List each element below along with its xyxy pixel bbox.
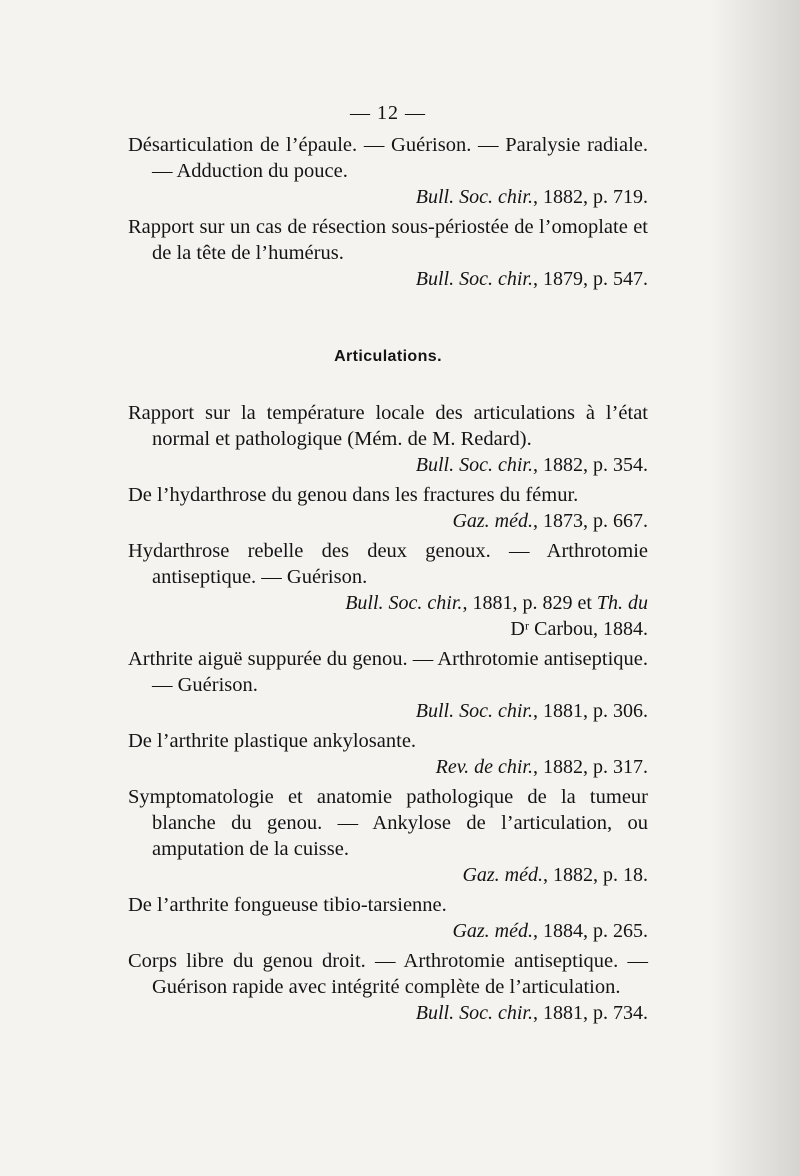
bibliography-entry xyxy=(128,646,648,724)
entry-citation xyxy=(128,590,648,616)
citation-source: Bull. Soc. chir. xyxy=(415,186,533,208)
citation-ref: , 1882, p. 317. xyxy=(533,756,648,778)
citation-source: Bull. Soc. chir. xyxy=(415,1002,533,1024)
entry-citation xyxy=(128,698,648,724)
bibliography-entry xyxy=(128,728,648,780)
bibliography-entry xyxy=(128,538,648,642)
bibliography-entry xyxy=(128,482,648,534)
entry-text: Arthrite aiguë suppurée du genou. — Arthrotomie antiseptique. — Guérison. xyxy=(128,648,648,696)
bibliography-entry xyxy=(128,400,648,478)
bibliography-entry xyxy=(128,784,648,888)
bibliography-entry xyxy=(128,132,648,210)
citation-source: Gaz. méd. xyxy=(462,864,543,886)
document-page xyxy=(128,96,648,1026)
entry-citation xyxy=(128,1000,648,1026)
citation-source: Bull. Soc. chir. xyxy=(415,268,533,290)
entry-text: Rapport sur la température locale des articulations à l’état normal et pathologique (Mém. de M. Redard). xyxy=(128,402,648,450)
citation-ref: , 1882, p. 18. xyxy=(543,864,648,886)
citation-ref: , 1881, p. 734. xyxy=(533,1002,648,1024)
citation-ref: , 1882, p. 719. xyxy=(533,186,648,208)
entry-citation xyxy=(128,184,648,210)
citation-source-secondary: Th. du xyxy=(596,592,648,614)
entry-citation-continued xyxy=(128,616,648,642)
citation-source: Bull. Soc. chir. xyxy=(415,700,533,722)
citation-ref: , 1882, p. 354. xyxy=(533,454,648,476)
citation-source: Gaz. méd. xyxy=(452,920,533,942)
citation-ref: , 1884, p. 265. xyxy=(533,920,648,942)
page-edge-shadow xyxy=(710,0,800,1176)
citation-ref: , 1873, p. 667. xyxy=(533,510,648,532)
entry-citation xyxy=(128,508,648,534)
entry-text: De l’arthrite plastique ankylosante. xyxy=(128,730,417,752)
entry-text: Désarticulation de l’épaule. — Guérison. — Paralysie radiale. — Adduction du pouce. xyxy=(128,134,648,182)
citation-source: Rev. de chir. xyxy=(435,756,533,778)
citation-ref: , 1881, p. 829 et xyxy=(462,592,597,614)
entry-citation xyxy=(128,918,648,944)
bibliography-entry xyxy=(128,214,648,292)
citation-ref: , 1881, p. 306. xyxy=(533,700,648,722)
entry-text: Rapport sur un cas de résection sous-périostée de l’omoplate et de la tête de l’humérus. xyxy=(128,216,648,264)
page-number: — 12 — xyxy=(350,102,426,124)
entry-text: De l’arthrite fongueuse tibio-tarsienne. xyxy=(128,894,447,916)
entry-text: Symptomatologie et anatomie pathologique de la tumeur blanche du genou. — Ankylose de l’articulation, ou amputation de la cuisse. xyxy=(128,786,648,860)
bibliography-entry xyxy=(128,948,648,1026)
entry-citation xyxy=(128,754,648,780)
entry-citation xyxy=(128,862,648,888)
citation-source: Gaz. méd. xyxy=(452,510,533,532)
entry-citation xyxy=(128,266,648,292)
section-heading: Articulations. xyxy=(334,348,442,365)
bibliography-entry xyxy=(128,892,648,944)
citation-author: Dʳ Carbou xyxy=(510,618,593,640)
entry-text: De l’hydarthrose du genou dans les fractures du fémur. xyxy=(128,484,579,506)
citation-ref: , 1879, p. 547. xyxy=(533,268,648,290)
entry-text: Corps libre du genou droit. — Arthrotomie antiseptique. — Guérison rapide avec intégrité complète de l’articulation. xyxy=(128,950,648,998)
citation-source: Bull. Soc. chir. xyxy=(415,454,533,476)
entry-text: Hydarthrose rebelle des deux genoux. — Arthrotomie antiseptique. — Guérison. xyxy=(128,540,648,588)
citation-ref: , 1884. xyxy=(593,618,648,640)
citation-source: Bull. Soc. chir. xyxy=(345,592,463,614)
entry-citation xyxy=(128,452,648,478)
